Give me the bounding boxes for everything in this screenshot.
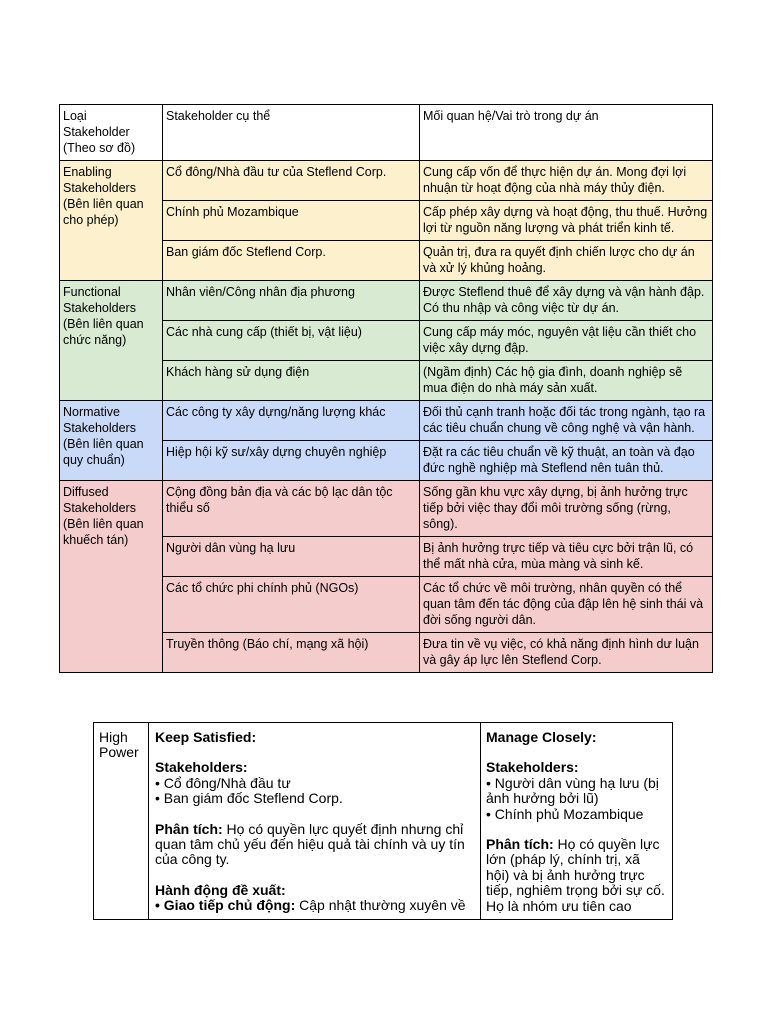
- manage-closely-title: Manage Closely:: [486, 729, 597, 745]
- stakeholder-name-cell: Chính phủ Mozambique: [163, 201, 420, 241]
- header-relationship-role: Mối quan hệ/Vai trò trong dự án: [420, 105, 713, 161]
- header-stakeholder-type: Loại Stakeholder (Theo sơ đồ): [60, 105, 163, 161]
- table-row: [60, 281, 713, 321]
- stakeholder-name-cell: Ban giám đốc Steflend Corp.: [163, 241, 420, 281]
- action-label: Hành động đề xuất:: [155, 881, 286, 898]
- stakeholder-name-cell: Các nhà cung cấp (thiết bị, vật liệu): [163, 321, 420, 361]
- stakeholder-name-cell: Các tổ chức phi chính phủ (NGOs): [163, 577, 420, 633]
- stakeholder-role-cell: Sống gần khu vực xây dựng, bị ảnh hưởng trực tiếp bởi việc thay đổi môi trường sống (rừng, sông).: [420, 481, 713, 537]
- manage-closely-stakeholders-label: Stakeholders:: [486, 759, 579, 776]
- stakeholder-type-cell: Functional Stakeholders (Bên liên quan chức năng): [60, 281, 163, 401]
- analysis-label: Phân tích:: [486, 836, 554, 853]
- manage-closely-item: • Người dân vùng hạ lưu (bị ảnh hưởng bởi lũ): [486, 774, 659, 807]
- stakeholder-name-cell: Nhân viên/Công nhân địa phương: [163, 281, 420, 321]
- stakeholder-role-cell: (Ngầm định) Các hộ gia đình, doanh nghiệp sẽ mua điện do nhà máy sản xuất.: [420, 361, 713, 401]
- stakeholder-role-cell: Cấp phép xây dựng và hoạt động, thu thuế. Hưởng lợi từ nguồn năng lượng và phát triển kinh tế.: [420, 201, 713, 241]
- stakeholder-name-cell: Khách hàng sử dụng điện: [163, 361, 420, 401]
- action-item: [155, 898, 475, 913]
- high-power-label: High Power: [94, 723, 149, 919]
- stakeholder-role-cell: Được Steflend thuê để xây dựng và vận hành đập. Có thu nhập và công việc từ dự án.: [420, 281, 713, 321]
- stakeholder-type-cell: Normative Stakeholders (Bên liên quan quy chuẩn): [60, 401, 163, 481]
- header-specific-stakeholder: Stakeholder cụ thể: [163, 105, 420, 161]
- analysis-text: Họ có quyền lực lớn (pháp lý, chính trị, xã hội) và bị ảnh hưởng trực tiếp, nghiêm trọng bởi sự cố. Họ là nhóm ưu tiên cao: [486, 836, 665, 914]
- table-row: [60, 161, 713, 201]
- power-interest-matrix: [93, 722, 673, 920]
- analysis-text: Họ có quyền lực quyết định nhưng chỉ quan tâm chủ yếu đến hiệu quả tài chính và uy tín của công ty.: [155, 820, 465, 868]
- stakeholder-role-cell: Cung cấp máy móc, nguyên vật liệu cần thiết cho việc xây dựng đập.: [420, 321, 713, 361]
- manage-closely-item: • Chính phủ Mozambique: [486, 805, 644, 822]
- keep-satisfied-analysis: [155, 822, 475, 868]
- table-header-row: [60, 105, 713, 161]
- keep-satisfied-stakeholders-label: Stakeholders:: [155, 759, 248, 776]
- stakeholder-role-cell: Cung cấp vốn để thực hiện dự án. Mong đợi lợi nhuận từ hoạt động của nhà máy thủy điện.: [420, 161, 713, 201]
- stakeholder-role-cell: Đưa tin về vụ việc, có khả năng định hình dư luận và gây áp lực lên Steflend Corp.: [420, 633, 713, 673]
- keep-satisfied-cell: [149, 723, 481, 919]
- table-row: [60, 401, 713, 441]
- action-item-label: • Giao tiếp chủ động:: [155, 897, 296, 914]
- stakeholder-name-cell: Người dân vùng hạ lưu: [163, 537, 420, 577]
- stakeholder-role-cell: Đặt ra các tiêu chuẩn về kỹ thuật, an toàn và đạo đức nghề nghiệp mà Steflend nên tuân thủ.: [420, 441, 713, 481]
- keep-satisfied-item: • Ban giám đốc Steflend Corp.: [155, 790, 343, 807]
- stakeholder-table: [59, 104, 713, 673]
- action-item-text: Cập nhật thường xuyên về: [295, 897, 466, 914]
- stakeholder-name-cell: Cổ đông/Nhà đầu tư của Steflend Corp.: [163, 161, 420, 201]
- table-row: [60, 481, 713, 537]
- stakeholder-type-cell: Enabling Stakeholders (Bên liên quan cho phép): [60, 161, 163, 281]
- manage-closely-analysis: [486, 837, 667, 914]
- stakeholder-name-cell: Cộng đồng bản địa và các bộ lạc dân tộc thiểu số: [163, 481, 420, 537]
- stakeholder-type-cell: Diffused Stakeholders (Bên liên quan khuếch tán): [60, 481, 163, 673]
- stakeholder-role-cell: Các tổ chức về môi trường, nhân quyền có thể quan tâm đến tác động của đập lên hệ sinh thái và đời sống người dân.: [420, 577, 713, 633]
- stakeholder-name-cell: Hiệp hội kỹ sư/xây dựng chuyên nghiệp: [163, 441, 420, 481]
- keep-satisfied-title: Keep Satisfied:: [155, 729, 257, 745]
- stakeholder-name-cell: Truyền thông (Báo chí, mạng xã hội): [163, 633, 420, 673]
- stakeholder-role-cell: Quản trị, đưa ra quyết định chiến lược cho dự án và xử lý khủng hoảng.: [420, 241, 713, 281]
- manage-closely-cell: [481, 723, 672, 919]
- analysis-label: Phân tích:: [155, 820, 223, 837]
- keep-satisfied-item: • Cổ đông/Nhà đầu tư: [155, 774, 291, 791]
- stakeholder-name-cell: Các công ty xây dựng/năng lượng khác: [163, 401, 420, 441]
- stakeholder-role-cell: Bị ảnh hưởng trực tiếp và tiêu cực bởi trận lũ, có thể mất nhà cửa, mùa màng và sinh kế.: [420, 537, 713, 577]
- stakeholder-role-cell: Đối thủ cạnh tranh hoặc đối tác trong ngành, tạo ra các tiêu chuẩn chung về công nghệ và vận hành.: [420, 401, 713, 441]
